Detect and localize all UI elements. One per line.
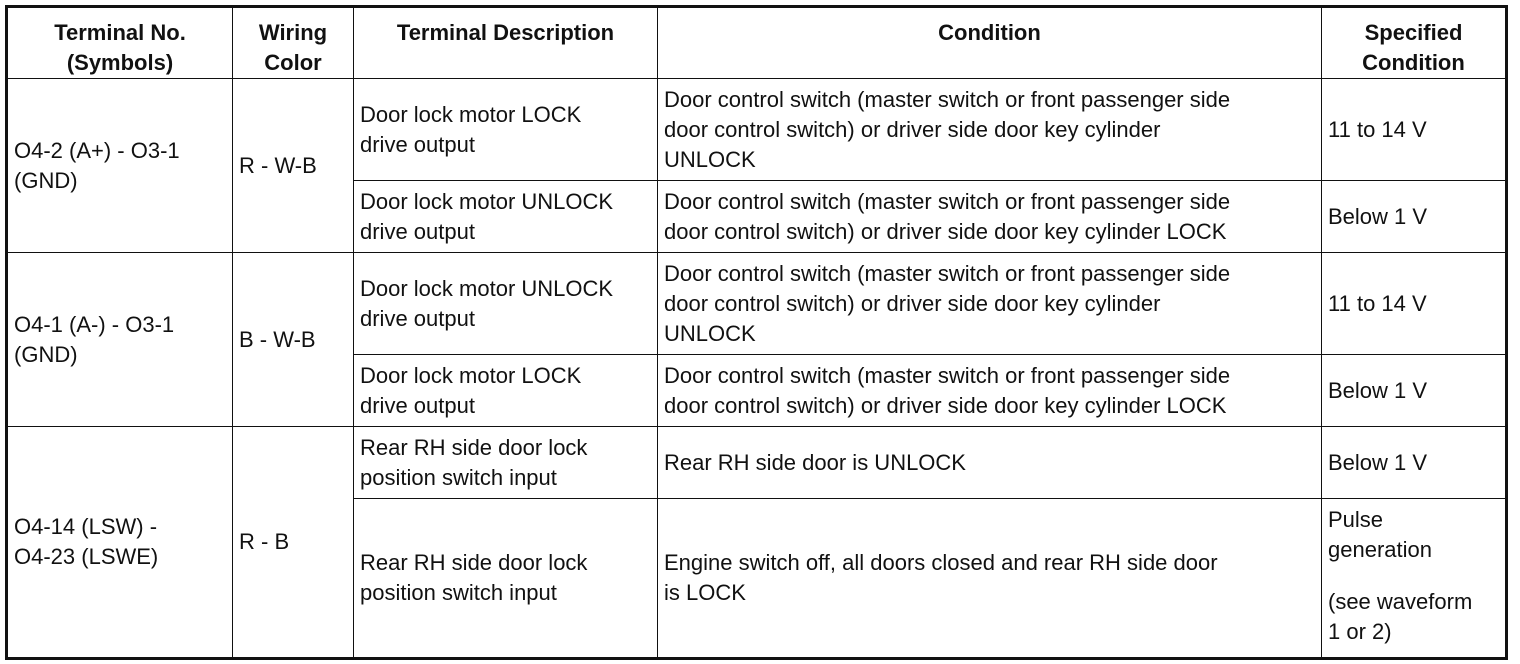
specified-cell: 11 to 14 V — [1322, 253, 1507, 355]
table-row — [7, 253, 1507, 355]
header-terminal-no: Terminal No. (Symbols) — [7, 7, 233, 79]
description-cell: Door lock motor UNLOCK drive output — [354, 181, 658, 253]
description-cell: Rear RH side door lock position switch input — [354, 499, 658, 659]
table-row — [7, 427, 1507, 499]
header-condition: Condition — [658, 7, 1322, 79]
wiring-cell: B - W-B — [233, 253, 354, 427]
terminal-spec-table — [5, 5, 1508, 660]
header-row — [7, 7, 1507, 79]
description-cell: Door lock motor LOCK drive output — [354, 355, 658, 427]
condition-cell: Door control switch (master switch or front passenger side door control switch) or driver side door key cylinder LOCK — [658, 355, 1322, 427]
table-row — [7, 79, 1507, 181]
condition-cell: Door control switch (master switch or front passenger side door control switch) or driver side door key cylinder UNLOCK — [658, 79, 1322, 181]
specified-cell: 11 to 14 V — [1322, 79, 1507, 181]
terminal-cell: O4-2 (A+) - O3-1 (GND) — [7, 79, 233, 253]
description-cell: Rear RH side door lock position switch input — [354, 427, 658, 499]
condition-cell: Rear RH side door is UNLOCK — [658, 427, 1322, 499]
header-wiring-color: Wiring Color — [233, 7, 354, 79]
specified-cell: Below 1 V — [1322, 181, 1507, 253]
terminal-cell: O4-1 (A-) - O3-1 (GND) — [7, 253, 233, 427]
condition-cell: Door control switch (master switch or front passenger side door control switch) or driver side door key cylinder UNLOCK — [658, 253, 1322, 355]
condition-cell: Door control switch (master switch or front passenger side door control switch) or driver side door key cylinder LOCK — [658, 181, 1322, 253]
condition-cell: Engine switch off, all doors closed and rear RH side door is LOCK — [658, 499, 1322, 659]
wiring-cell: R - W-B — [233, 79, 354, 253]
terminal-cell: O4-14 (LSW) - O4-23 (LSWE) — [7, 427, 233, 659]
description-cell: Door lock motor UNLOCK drive output — [354, 253, 658, 355]
wiring-cell: R - B — [233, 427, 354, 659]
specified-cell: Pulse generation (see waveform 1 or 2) — [1322, 499, 1507, 659]
header-terminal-description: Terminal Description — [354, 7, 658, 79]
description-cell: Door lock motor LOCK drive output — [354, 79, 658, 181]
specified-cell: Below 1 V — [1322, 355, 1507, 427]
specified-cell: Below 1 V — [1322, 427, 1507, 499]
header-specified-condition: Specified Condition — [1322, 7, 1507, 79]
